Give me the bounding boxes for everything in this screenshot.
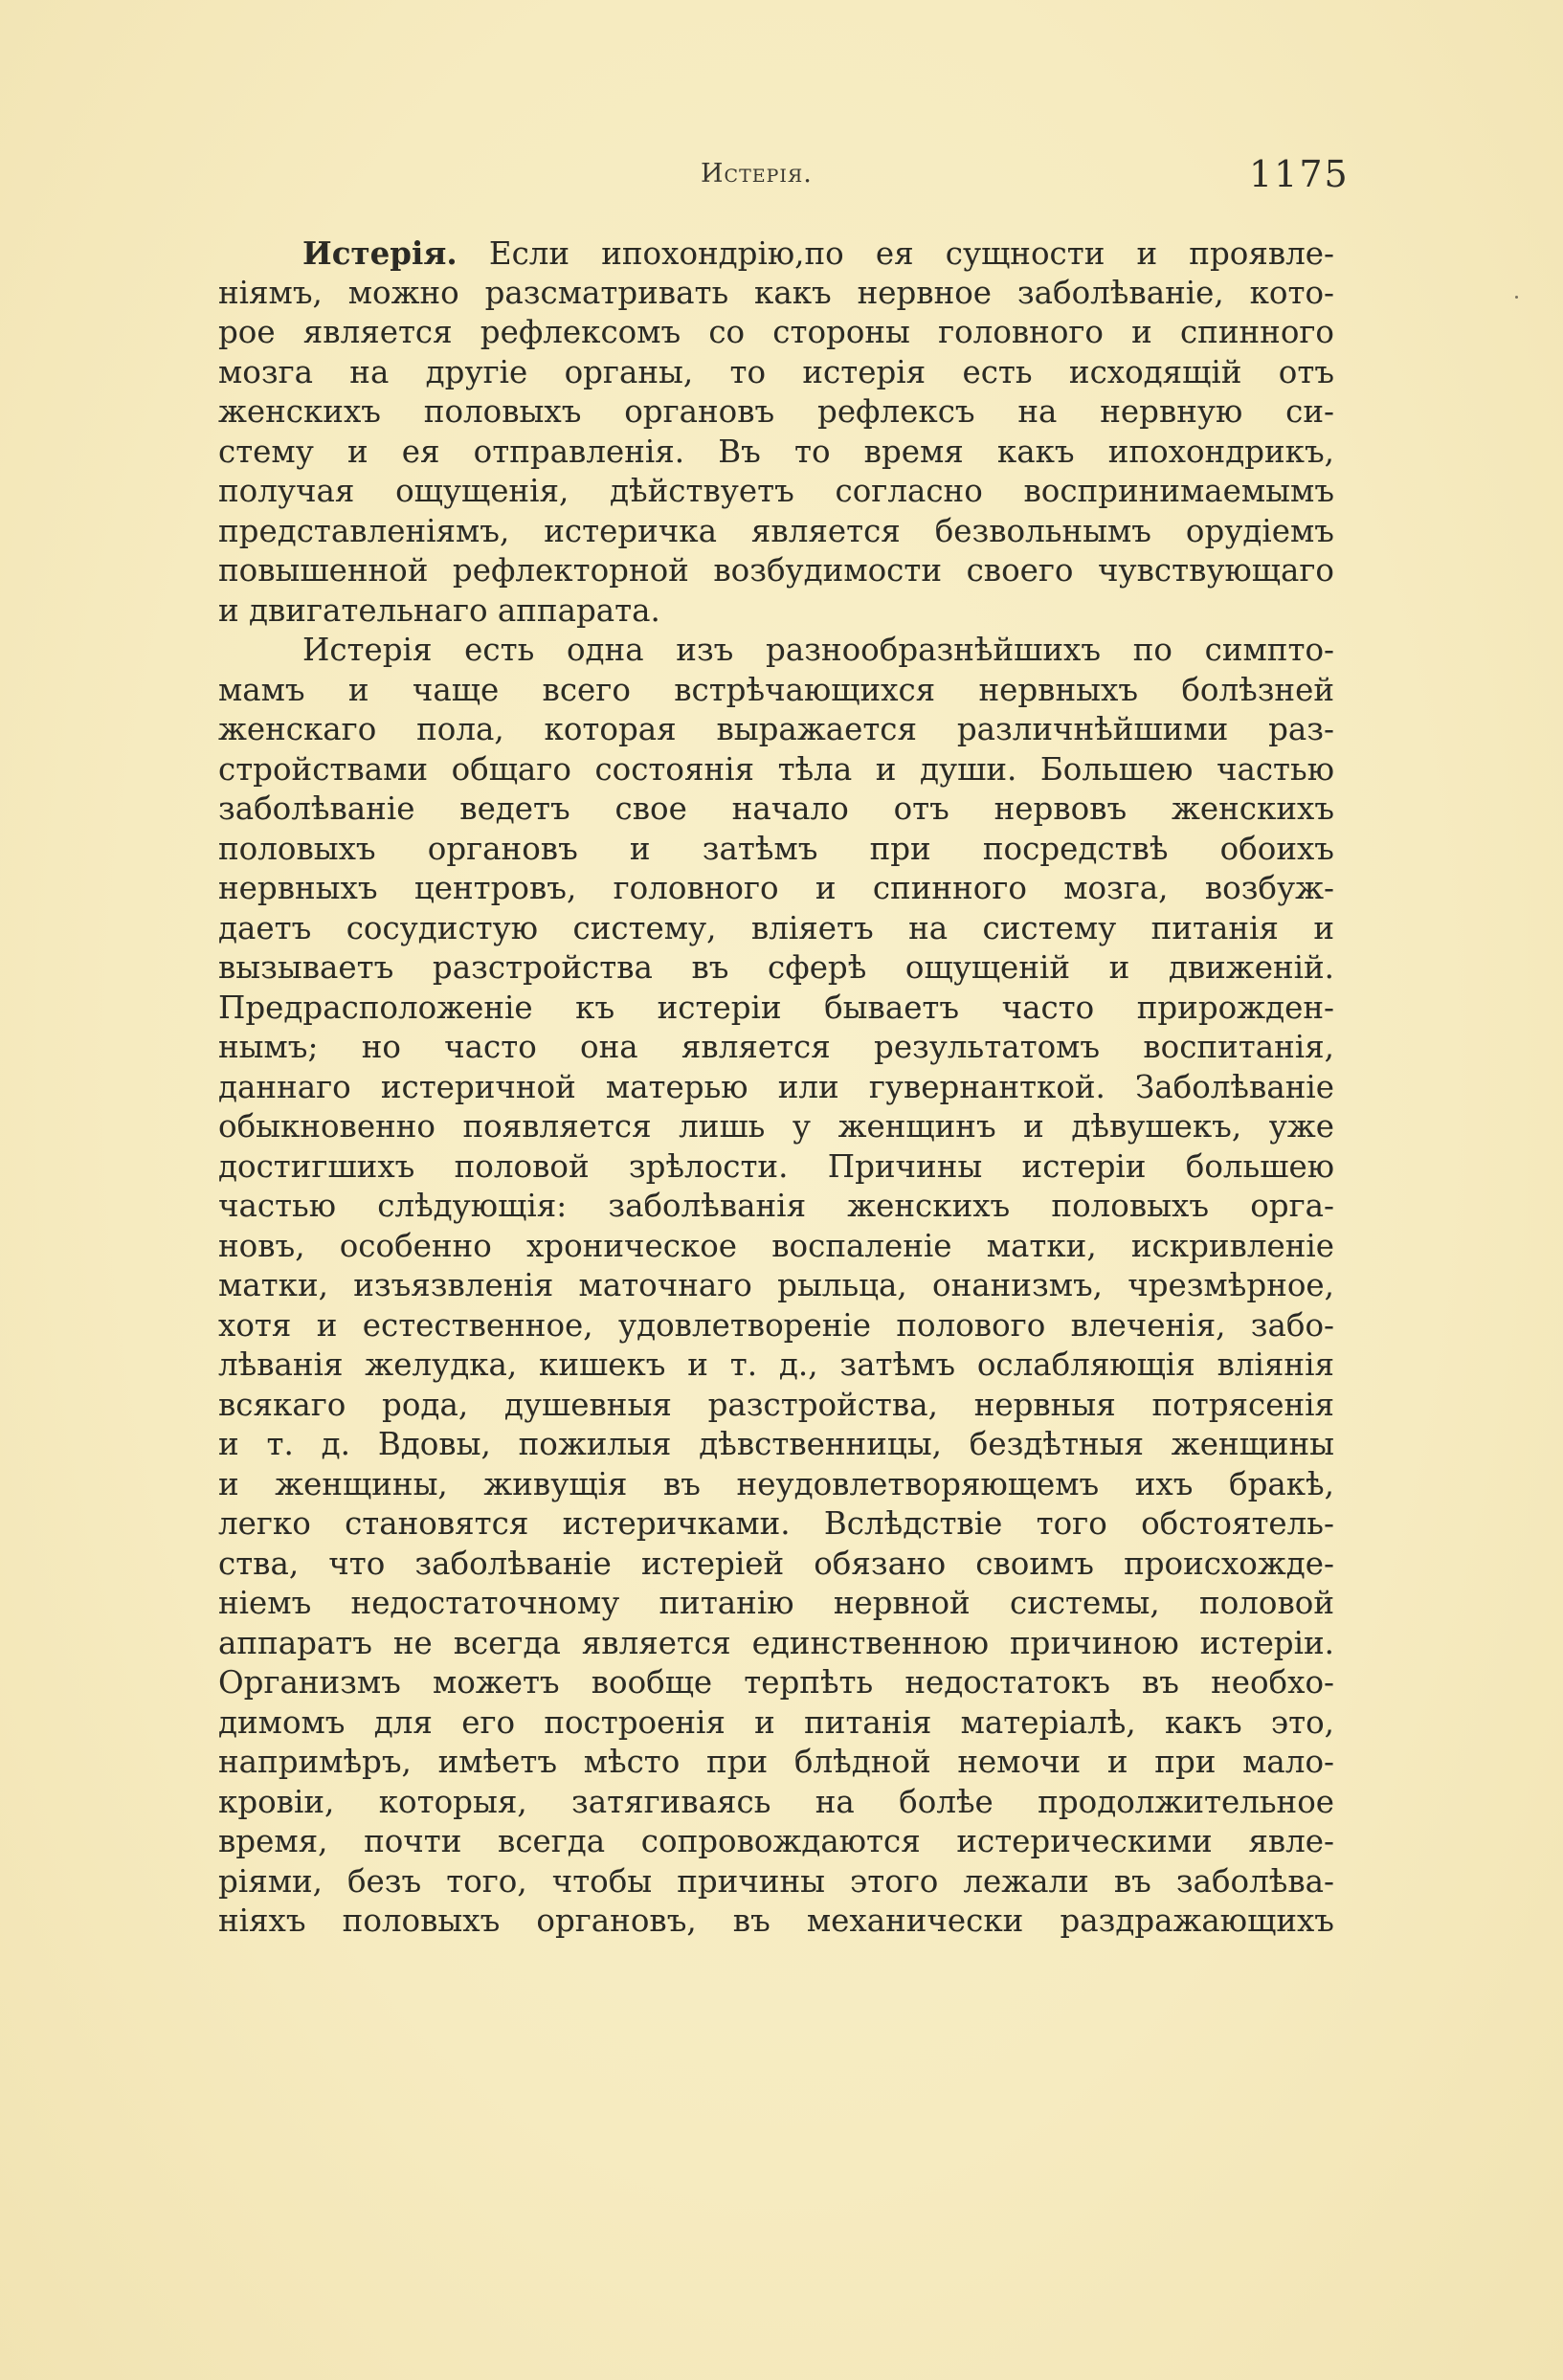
text-line: половыхъ органовъ и затѣмъ при посредствѣ обоихъ (218, 830, 1334, 867)
text-line: Истерія есть одна изъ разнообразнѣйшихъ по симпто- (302, 632, 1334, 668)
text-line: женскаго пола, которая выражается различнѣйшими раз- (218, 711, 1334, 747)
text-line: новъ, особенно хроническое воспаленіе матки, искривленіе (218, 1227, 1334, 1264)
text-line: обыкновенно появляется лишь у женщинъ и дѣвушекъ, уже (218, 1108, 1334, 1145)
text-line: ніяхъ половыхъ органовъ, въ механически раздражающихъ (218, 1902, 1334, 1939)
text-line: ніемъ недостаточному питанію нервной системы, половой (218, 1585, 1334, 1621)
text-line: вызываетъ разстройства въ сферѣ ощущеній и движеній. (218, 949, 1334, 986)
text-line: нервныхъ центровъ, головного и спинного мозга, возбуж- (218, 870, 1334, 906)
text-line: ніямъ, можно разсматривать какъ нервное заболѣваніе, кото- (218, 274, 1334, 311)
text-line: даннаго истеричной матерью или гувернанткой. Заболѣваніе (218, 1068, 1334, 1105)
text-line: представленіямъ, истеричка является безвольнымъ орудіемъ (218, 512, 1334, 549)
text-line: и двигательнаго аппарата. (218, 591, 660, 629)
text-line: кровіи, которыя, затягиваясь на болѣе продолжительное (218, 1783, 1334, 1820)
text-line: стему и ея отправленія. Въ то время какъ ипохондрикъ, (218, 433, 1334, 470)
text-line: заболѣваніе ведетъ свое начало отъ нервовъ женскихъ (218, 790, 1334, 827)
text-line: ства, что заболѣваніе истеріей обязано своимъ происхожде- (218, 1545, 1334, 1582)
body-text (218, 234, 1334, 1942)
paper-speck (1515, 296, 1518, 299)
text-line: повышенной рефлекторной возбудимости своего чувствующаго (218, 552, 1334, 589)
running-title: Истерія. (701, 159, 813, 189)
text-line: рое является рефлексомъ со стороны головного и спинного (218, 314, 1334, 350)
text-line: нымъ; но часто она является результатомъ воспитанія, (218, 1029, 1334, 1065)
text-line: и женщины, живущія въ неудовлетворяющемъ ихъ бракѣ, (218, 1465, 1334, 1502)
text-line: хотя и естественное, удовлетвореніе полового влеченія, забо- (218, 1306, 1334, 1344)
text-line: аппаратъ не всегда является единственною причиною истеріи. (218, 1624, 1334, 1661)
text-line: Предрасположеніе къ истеріи бываетъ часто прирожден- (218, 989, 1334, 1026)
text-line: Истерія. Если ипохондрію,по ея сущности и проявле- (302, 234, 1334, 272)
text-line: всякаго рода, душевныя разстройства, нервныя потрясенія (218, 1386, 1334, 1423)
text-line: стройствами общаго состоянія тѣла и души. Большею частью (218, 750, 1334, 788)
entry-term: Истерія. (302, 234, 458, 272)
text-line: матки, изъязвленія маточнаго рыльца, онанизмъ, чрезмѣрное, (218, 1267, 1334, 1303)
text-line: димомъ для его построенія и питанія матеріалѣ, какъ это, (218, 1703, 1334, 1741)
text-line: время, почти всегда сопровождаются истерическими явле- (218, 1823, 1334, 1859)
text-line: частью слѣдующія: заболѣванія женскихъ половыхъ орга- (218, 1188, 1334, 1224)
text-line: получая ощущенія, дѣйствуетъ согласно воспринимаемымъ (218, 473, 1334, 509)
text-line: женскихъ половыхъ органовъ рефлексъ на нервную си- (218, 393, 1334, 430)
text-line: достигшихъ половой зрѣлости. Причины истеріи большею (218, 1147, 1334, 1185)
running-header (0, 153, 1563, 201)
text-line: даетъ сосудистую систему, вліяетъ на систему питанія и (218, 909, 1334, 946)
text-line: напримѣръ, имѣетъ мѣсто при блѣдной немочи и при мало- (218, 1744, 1334, 1780)
text-line: мамъ и чаще всего встрѣчающихся нервныхъ болѣзней (218, 671, 1334, 708)
text-line: лѣванія желудка, кишекъ и т. д., затѣмъ ослабляющія вліянія (218, 1346, 1334, 1383)
text-line: легко становятся истеричками. Вслѣдствіе того обстоятель- (218, 1505, 1334, 1542)
text-line: мозга на другіе органы, то истерія есть исходящій отъ (218, 353, 1334, 390)
text-line: Организмъ можетъ вообще терпѣть недостатокъ въ необхо- (218, 1664, 1334, 1701)
text-line: ріями, безъ того, чтобы причины этого лежали въ заболѣва- (218, 1862, 1334, 1900)
page-number: 1175 (1249, 153, 1350, 195)
text-line: и т. д. Вдовы, пожилыя дѣвственницы, бездѣтныя женщины (218, 1426, 1334, 1462)
